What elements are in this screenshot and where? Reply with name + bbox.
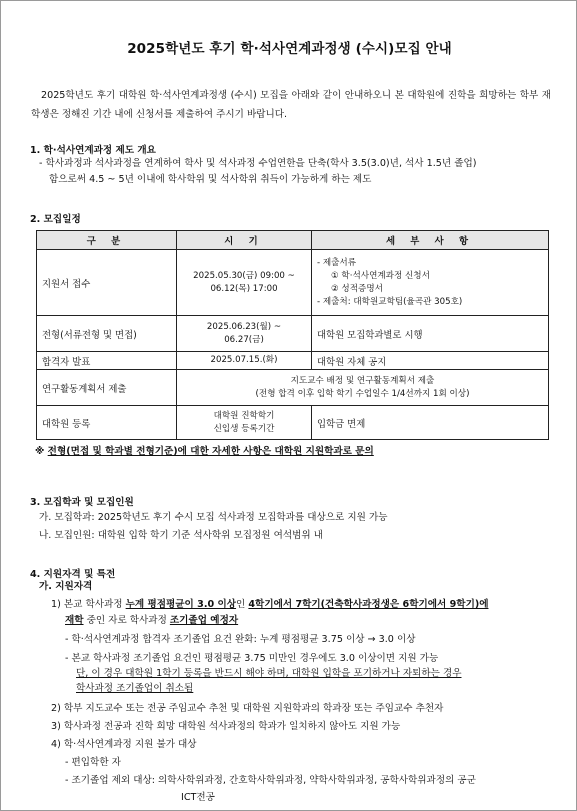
q1-text: 1) 본교 학사과정 xyxy=(51,599,126,610)
row-date xyxy=(177,316,312,352)
qualification-1-sub-2: - 본교 학사과정 조기졸업 요건인 평점평균 3.75 미만인 경우에도 3.0 이상이면 지원 가능 xyxy=(65,653,439,664)
note-mark: ※ xyxy=(35,446,48,457)
date-line: 신입생 등록기간 xyxy=(213,423,275,434)
detail-line: - 제출서류 xyxy=(317,257,357,268)
row-label: 전형(서류전형 및 면접) xyxy=(37,316,177,352)
header-category: 구 분 xyxy=(37,231,177,250)
q1-text: 인 xyxy=(236,599,249,610)
row-detail xyxy=(177,370,549,406)
section-2-heading: 2. 모집일정 xyxy=(30,214,81,225)
section-1-line-2: 함으로써 4.5 ~ 5년 이내에 학사학위 및 석사학위 취득이 가능하게 하는 제도 xyxy=(49,174,372,185)
row-label: 대학원 등록 xyxy=(37,406,177,440)
row-date: 2025.07.15.(화) xyxy=(177,352,312,370)
detail-line: (전형 합격 이후 입학 학기 수업일수 1/4선까지 1회 이상) xyxy=(255,388,470,399)
q1-gpa: 누계 평점평균이 3.0 이상 xyxy=(125,599,237,610)
document-title: 2025학년도 후기 학·석사연계과정생 (수시)모집 안내 xyxy=(127,41,452,57)
date-line: 대학원 진학학기 xyxy=(213,410,275,421)
table-row xyxy=(37,370,549,406)
detail-line: ① 학·석사연계과정 신청서 xyxy=(331,270,430,281)
schedule-table xyxy=(36,230,549,440)
date-line: 06.12(목) 17:00 xyxy=(210,283,278,294)
section-4-heading: 4. 지원자격 및 특전 xyxy=(30,569,116,580)
qualification-4-sub-3: ICT전공 xyxy=(181,792,215,803)
detail-line: - 제출처: 대학원교학팀(율곡관 305호) xyxy=(317,296,463,307)
qualification-4-sub-1: - 편입학한 자 xyxy=(65,757,121,768)
qualification-4-sub-2: - 조기졸업 제외 대상: 의학사학위과정, 간호학사학위과정, 약학사학위과정, 공학사학위과정의 공군 xyxy=(65,775,476,786)
qualification-1-sub-4: 학사과정 조기졸업이 취소됨 xyxy=(76,683,194,694)
header-details: 세 부 사 항 xyxy=(312,231,549,250)
qualification-3: 3) 학사과정 전공과 진학 희망 대학원 석사과정의 학과가 일치하지 않아도 지원 가능 xyxy=(51,721,401,732)
row-label: 지원서 접수 xyxy=(37,250,177,316)
table-row xyxy=(37,352,549,370)
row-date xyxy=(177,406,312,440)
section-3-item-a: 가. 모집학과: 2025학년도 후기 수시 모집 석사과정 모집학과를 대상으로 지원 가능 xyxy=(39,512,388,523)
intro-paragraph: 2025학년도 후기 대학원 학·석사연계과정생 (수시) 모집을 아래와 같이 안내하오니 본 대학원에 진학을 희망하는 학부 재학생은 정해진 기간 내에 신청서를 제출하여 주시기 바랍니다. xyxy=(31,90,551,120)
q1-enrolled: 재학 xyxy=(65,615,84,626)
qualification-1-sub-3: 단, 이 경우 대학원 1학기 등록을 반드시 해야 하며, 대학원 입학을 포기하거나 자퇴하는 경우 xyxy=(76,668,462,679)
detail-line: 지도교수 배정 및 연구활동계획서 제출 xyxy=(290,375,435,386)
qualification-1-sub-1: - 학·석사연계과정 합격자 조기졸업 요건 완화: 누계 평점평균 3.75 이상 → 3.0 이상 xyxy=(65,634,416,645)
table-row xyxy=(37,406,549,440)
row-detail: 대학원 모집학과별로 시행 xyxy=(312,316,549,352)
row-detail: 대학원 자체 공지 xyxy=(312,352,549,370)
date-line: 2025.05.30(금) 09:00 ~ xyxy=(193,270,295,281)
section-1-heading: 1. 학·석사연계과정 제도 개요 xyxy=(30,145,156,156)
row-label: 합격자 발표 xyxy=(37,352,177,370)
table-header-row xyxy=(37,231,549,250)
row-detail: 입학금 면제 xyxy=(312,406,549,440)
header-period: 시 기 xyxy=(177,231,312,250)
qualification-1 xyxy=(51,597,556,613)
detail-line: ② 성적증명서 xyxy=(331,283,383,294)
section-1-line-1: - 학사과정과 석사과정을 연계하여 학사 및 석사과정 수업연한을 단축(학사 3.5(3.0)년, 석사 1.5년 졸업) xyxy=(39,158,477,169)
q1-early-grad: 조기졸업 예정자 xyxy=(169,615,239,626)
qualification-4: 4) 학·석사연계과정 지원 불가 대상 xyxy=(51,739,197,750)
row-date xyxy=(177,250,312,316)
qualification-1-cont xyxy=(65,613,238,629)
row-detail xyxy=(312,250,549,316)
q1-text: 중인 자로 학사과정 xyxy=(83,615,170,626)
date-line: 2025.06.23(월) ~ xyxy=(206,321,282,332)
section-3-item-b: 나. 모집인원: 대학원 입학 학기 기준 석사학위 모집정원 여석범위 내 xyxy=(39,530,323,541)
q1-semesters: 4학기에서 7학기(건축학사과정생은 6학기에서 9학기)에 xyxy=(248,599,489,610)
row-label: 연구활동계획서 제출 xyxy=(37,370,177,406)
section-4-subheading: 가. 지원자격 xyxy=(39,581,93,592)
table-row xyxy=(37,316,549,352)
date-line: 06.27(금) xyxy=(224,334,264,345)
section-3-heading: 3. 모집학과 및 모집인원 xyxy=(30,497,134,508)
qualification-2: 2) 학부 지도교수 또는 전공 주임교수 추천 및 대학원 지원학과의 학과장 또는 주임교수 추천자 xyxy=(51,703,444,714)
table-row xyxy=(37,250,549,316)
inquiry-note xyxy=(35,443,374,457)
note-text: 전형(면접 및 학과별 전형기준)에 대한 자세한 사항은 대학원 지원학과로 문의 xyxy=(47,446,374,457)
